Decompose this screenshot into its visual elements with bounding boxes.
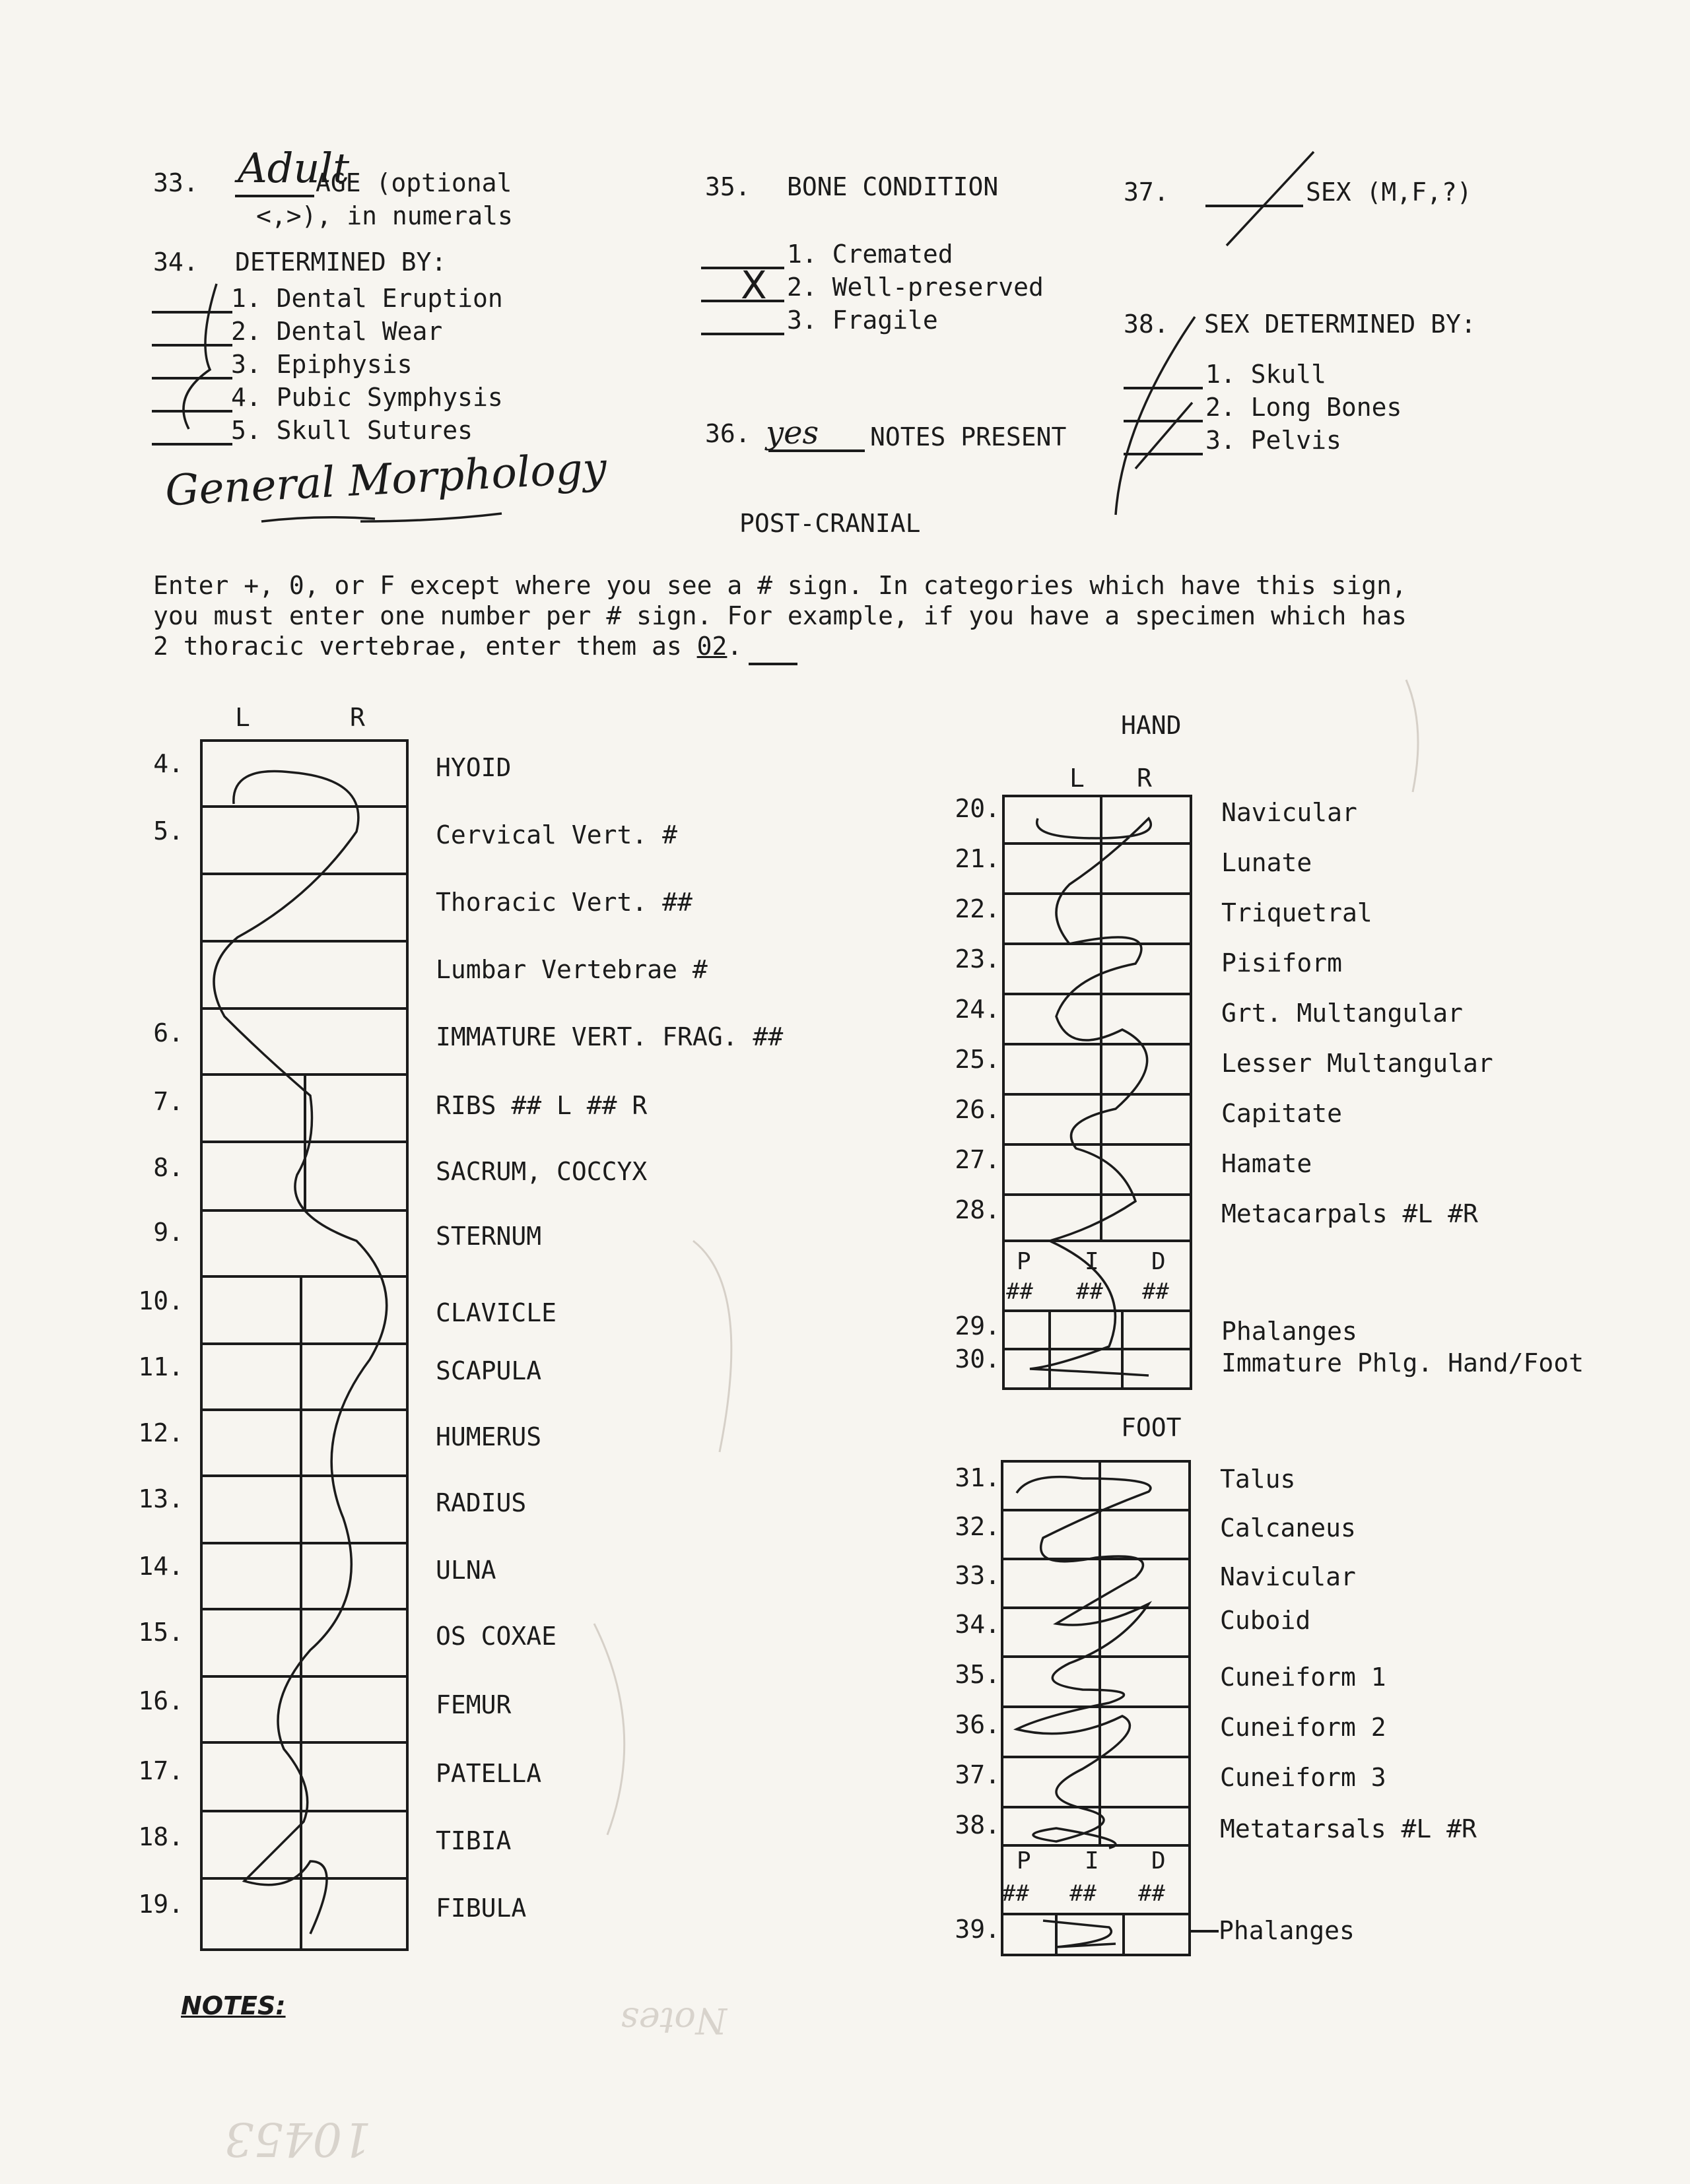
hand-col-l: L: [1069, 764, 1085, 793]
header-pen-marks: [184, 152, 1314, 521]
row-39-number: 39.: [955, 1915, 1000, 1944]
row-20-number: 20.: [955, 794, 1000, 823]
q36-number: 36.: [705, 419, 751, 448]
foot-pid-mark-d: ##: [1138, 1880, 1165, 1907]
row-14-label: ULNA: [436, 1556, 496, 1585]
hand-pid-mark-d: ##: [1142, 1278, 1169, 1305]
row-9-label: STERNUM: [436, 1222, 542, 1251]
row-30-number: 30.: [955, 1344, 1000, 1373]
row-17-label: PATELLA: [436, 1759, 542, 1788]
left-table-grid: [201, 741, 407, 1950]
q35-option-2: 2. Well-preserved: [787, 273, 1044, 302]
row-lumbar-label: Lumbar Vertebrae #: [436, 955, 708, 984]
instructions-line-1: Enter +, 0, or F except where you see a # sign. In categories which have this sign,: [153, 571, 1407, 600]
row-16-label: FEMUR: [436, 1690, 512, 1719]
q38-option-3: 3. Pelvis: [1205, 426, 1341, 455]
row-15-label: OS COXAE: [436, 1622, 557, 1651]
row-5-label: Cervical Vert. #: [436, 820, 678, 849]
row-26-number: 26.: [955, 1095, 1000, 1124]
row-38-number: 38.: [955, 1810, 1000, 1839]
row-17-number: 17.: [138, 1756, 184, 1785]
row-30-label: Immature Phlg. Hand/Foot: [1221, 1348, 1584, 1377]
foot-pid-i: I: [1085, 1847, 1099, 1874]
row-22-label: Triquetral: [1221, 898, 1372, 927]
q34-option-2: 2. Dental Wear: [231, 317, 443, 346]
row-39-label: Phalanges: [1219, 1916, 1355, 1945]
section-title: POST-CRANIAL: [739, 509, 921, 538]
hand-pid-mark-i: ##: [1076, 1278, 1103, 1305]
row-35-number: 35.: [955, 1660, 1000, 1689]
row-9-number: 9.: [153, 1218, 184, 1247]
row-6-number: 6.: [153, 1018, 184, 1047]
row-24-number: 24.: [955, 995, 1000, 1024]
row-33-label: Navicular: [1220, 1562, 1356, 1591]
q33-label-line1: AGE (optional: [316, 168, 512, 197]
row-31-label: Talus: [1220, 1465, 1296, 1494]
row-15-number: 15.: [138, 1618, 184, 1647]
q38-label: SEX DETERMINED BY:: [1204, 310, 1476, 339]
row-24-label: Grt. Multangular: [1221, 999, 1464, 1028]
row-36-label: Cuneiform 2: [1220, 1713, 1386, 1742]
foot-table-grid: [1002, 1461, 1219, 1955]
row-7-number: 7.: [153, 1087, 184, 1116]
q34-option-4: 4. Pubic Symphysis: [231, 383, 503, 412]
row-13-label: RADIUS: [436, 1488, 527, 1517]
foot-pid-d: D: [1151, 1847, 1166, 1874]
row-37-number: 37.: [955, 1760, 1000, 1789]
row-27-number: 27.: [955, 1145, 1000, 1174]
q35-number: 35.: [705, 172, 751, 201]
row-19-number: 19.: [138, 1890, 184, 1919]
row-21-label: Lunate: [1221, 848, 1312, 877]
row-10-label: CLAVICLE: [436, 1298, 557, 1327]
row-thoracic-label: Thoracic Vert. ##: [436, 888, 693, 917]
row-29-number: 29.: [955, 1311, 1000, 1340]
row-21-number: 21.: [955, 844, 1000, 873]
row-8-number: 8.: [153, 1153, 184, 1182]
hand-pid-p: P: [1017, 1248, 1031, 1275]
foot-title: FOOT: [1121, 1413, 1182, 1442]
q33-number: 33.: [153, 168, 199, 197]
q36-value[interactable]: yes: [766, 414, 819, 451]
header-answer-lines: [152, 196, 1303, 664]
row-18-label: TIBIA: [436, 1826, 512, 1855]
q37-number: 37.: [1124, 178, 1169, 207]
hand-col-r: R: [1137, 764, 1152, 793]
bleed-through-lines: [594, 680, 1418, 1839]
row-5-number: 5.: [153, 816, 184, 845]
q34-number: 34.: [153, 248, 199, 277]
row-12-number: 12.: [138, 1418, 184, 1447]
q34-handwritten-note: General Morphology: [164, 444, 608, 516]
row-38-label: Metatarsals #L #R: [1220, 1814, 1477, 1843]
q33-label-line2: <,>), in numerals: [256, 201, 513, 230]
notes-label: NOTES:: [181, 1991, 286, 2020]
row-12-label: HUMERUS: [436, 1422, 542, 1451]
row-4-number: 4.: [153, 749, 184, 778]
hand-pid-i: I: [1085, 1248, 1099, 1275]
bleed-through-mark-1: Notes: [621, 2000, 727, 2041]
q38-option-2: 2. Long Bones: [1205, 393, 1402, 422]
foot-pid-mark-p: ##: [1002, 1880, 1029, 1907]
bleed-through-mark-2: 10453: [224, 2112, 372, 2166]
row-28-number: 28.: [955, 1195, 1000, 1224]
foot-pid-mark-i: ##: [1069, 1880, 1097, 1907]
q38-number: 38.: [1124, 310, 1169, 339]
q34-label: DETERMINED BY:: [235, 248, 447, 277]
row-32-label: Calcaneus: [1220, 1513, 1356, 1542]
row-23-number: 23.: [955, 944, 1000, 974]
row-27-label: Hamate: [1221, 1149, 1312, 1178]
q35-label: BONE CONDITION: [787, 172, 999, 201]
q37-label: SEX (M,F,?): [1306, 178, 1472, 207]
left-col-l: L: [235, 703, 250, 732]
instructions-line-2: you must enter one number per # sign. For example, if you have a specimen which has: [153, 601, 1407, 630]
row-25-label: Lesser Multangular: [1221, 1049, 1493, 1078]
row-29-label: Phalanges: [1221, 1317, 1357, 1346]
q35-option-3: 3. Fragile: [787, 306, 938, 335]
q38-option-1: 1. Skull: [1205, 360, 1327, 389]
row-33-number: 33.: [955, 1561, 1000, 1590]
row-26-label: Capitate: [1221, 1099, 1343, 1128]
q34-option-1: 1. Dental Eruption: [231, 284, 503, 313]
foot-pid-p: P: [1017, 1847, 1031, 1874]
row-8-label: SACRUM, COCCYX: [436, 1157, 648, 1186]
row-4-label: HYOID: [436, 753, 512, 782]
row-13-number: 13.: [138, 1484, 184, 1513]
q34-option-3: 3. Epiphysis: [231, 350, 413, 379]
instructions-line-3: 2 thoracic vertebrae, enter them as 02.: [153, 632, 743, 661]
row-11-label: SCAPULA: [436, 1356, 542, 1385]
row-11-number: 11.: [138, 1352, 184, 1381]
row-34-label: Cuboid: [1220, 1606, 1311, 1635]
row-36-number: 36.: [955, 1710, 1000, 1739]
hand-table-grid: [1003, 796, 1191, 1389]
row-14-number: 14.: [138, 1552, 184, 1581]
q36-label: NOTES PRESENT: [870, 422, 1067, 451]
q34-option-5: 5. Skull Sutures: [231, 416, 473, 445]
q33-age-value[interactable]: Adult: [238, 144, 350, 192]
row-19-label: FIBULA: [436, 1894, 527, 1923]
row-35-label: Cuneiform 1: [1220, 1663, 1386, 1692]
q35-check-mark[interactable]: X: [741, 263, 767, 308]
row-28-label: Metacarpals #L #R: [1221, 1199, 1478, 1228]
hand-pid-d: D: [1151, 1248, 1166, 1275]
row-20-label: Navicular: [1221, 798, 1357, 827]
row-18-number: 18.: [138, 1822, 184, 1851]
row-16-number: 16.: [138, 1686, 184, 1715]
q35-option-1: 1. Cremated: [787, 240, 953, 269]
row-34-number: 34.: [955, 1610, 1000, 1639]
row-37-label: Cuneiform 3: [1220, 1763, 1386, 1792]
row-32-number: 32.: [955, 1512, 1000, 1541]
row-23-label: Pisiform: [1221, 948, 1343, 977]
row-6-label: IMMATURE VERT. FRAG. ##: [436, 1022, 784, 1051]
left-col-r: R: [350, 703, 365, 732]
hand-pid-mark-p: ##: [1006, 1278, 1033, 1305]
row-25-number: 25.: [955, 1045, 1000, 1074]
hand-title: HAND: [1121, 711, 1182, 740]
row-7-label: RIBS ## L ## R: [436, 1091, 648, 1120]
row-10-number: 10.: [138, 1286, 184, 1315]
row-31-number: 31.: [955, 1463, 1000, 1492]
row-22-number: 22.: [955, 894, 1000, 923]
